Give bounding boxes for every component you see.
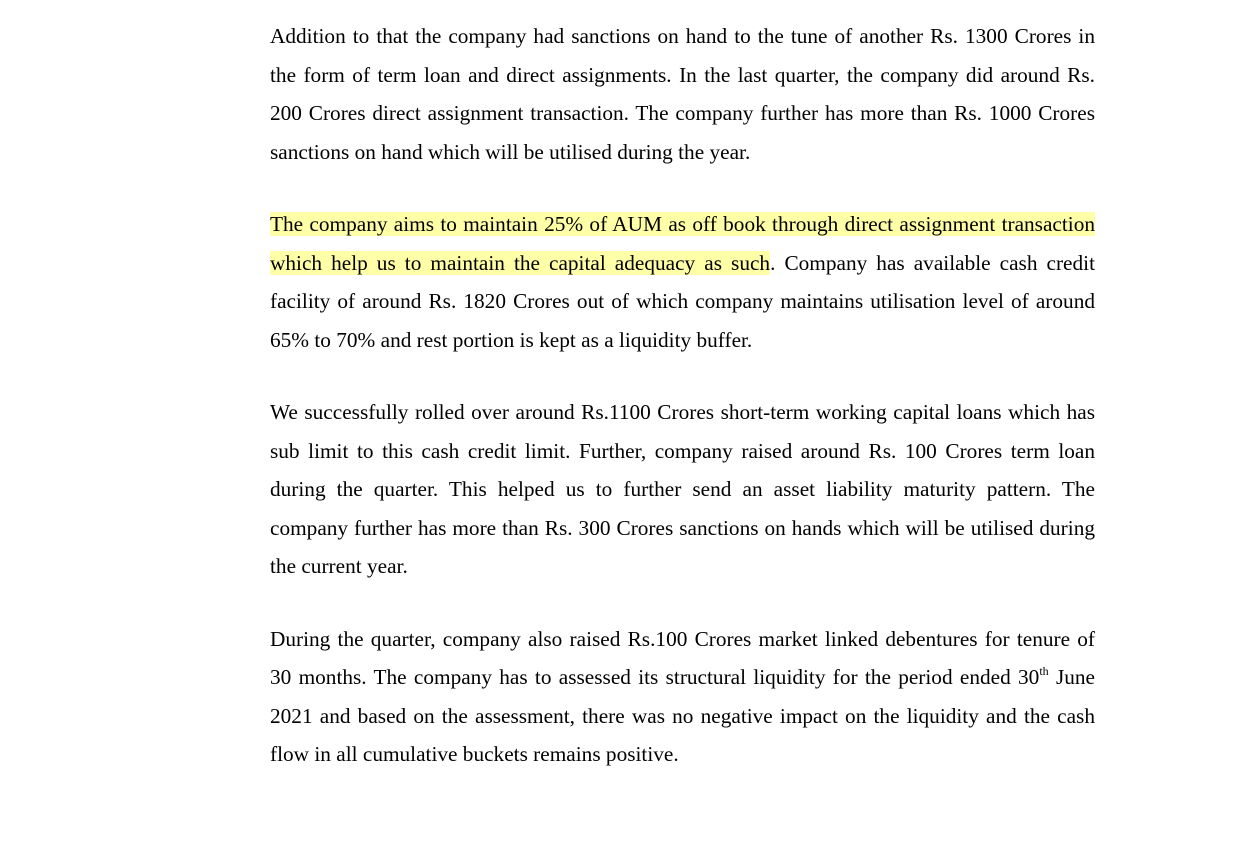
- paragraph-debentures: [270, 620, 1095, 774]
- paragraph-sanctions: Addition to that the company had sanctions on hand to the tune of another Rs. 1300 Crores in the form of term loan and direct assignments. In the last quarter, the company did around Rs. 200 Crores direct assignment transaction. The company further has more than Rs. 1000 Crores sanctions on hand which will be utilised during the year.: [270, 24, 1095, 164]
- paragraph-working-capital: We successfully rolled over around Rs.1100 Crores short-term working capital loans which has sub limit to this cash credit limit. Further, company raised around Rs. 100 Crores term loan during the quarter. This helped us to further send an asset liability maturity pattern. The company further has more than Rs. 300 Crores sanctions on hands which will be utilised during the current year.: [270, 400, 1095, 578]
- paragraph-text: During the quarter, company also raised Rs.100 Crores market linked debentures for tenure of 30 months. The company has to assessed its structural liquidity for the period ended 30: [270, 626, 1095, 689]
- ordinal-superscript: th: [1039, 663, 1049, 678]
- paragraph-text: . Company has available cash credit facility of around Rs. 1820 Crores out of which company maintains utilisation level of around 65% to 70% and rest portion is kept as a liquidity buffer.: [270, 250, 1095, 352]
- document-body: [270, 17, 1095, 808]
- paragraph-text: June 2021 and based on the assessment, there was no negative impact on the liquidity and the cash flow in all cumulative buckets remains positive.: [270, 665, 1095, 766]
- highlighted-text: The company aims to maintain 25% of AUM as off book through direct assignment transaction which help us to maintain the capital adequacy as such: [270, 212, 1095, 275]
- paragraph-aum-target: [270, 205, 1095, 359]
